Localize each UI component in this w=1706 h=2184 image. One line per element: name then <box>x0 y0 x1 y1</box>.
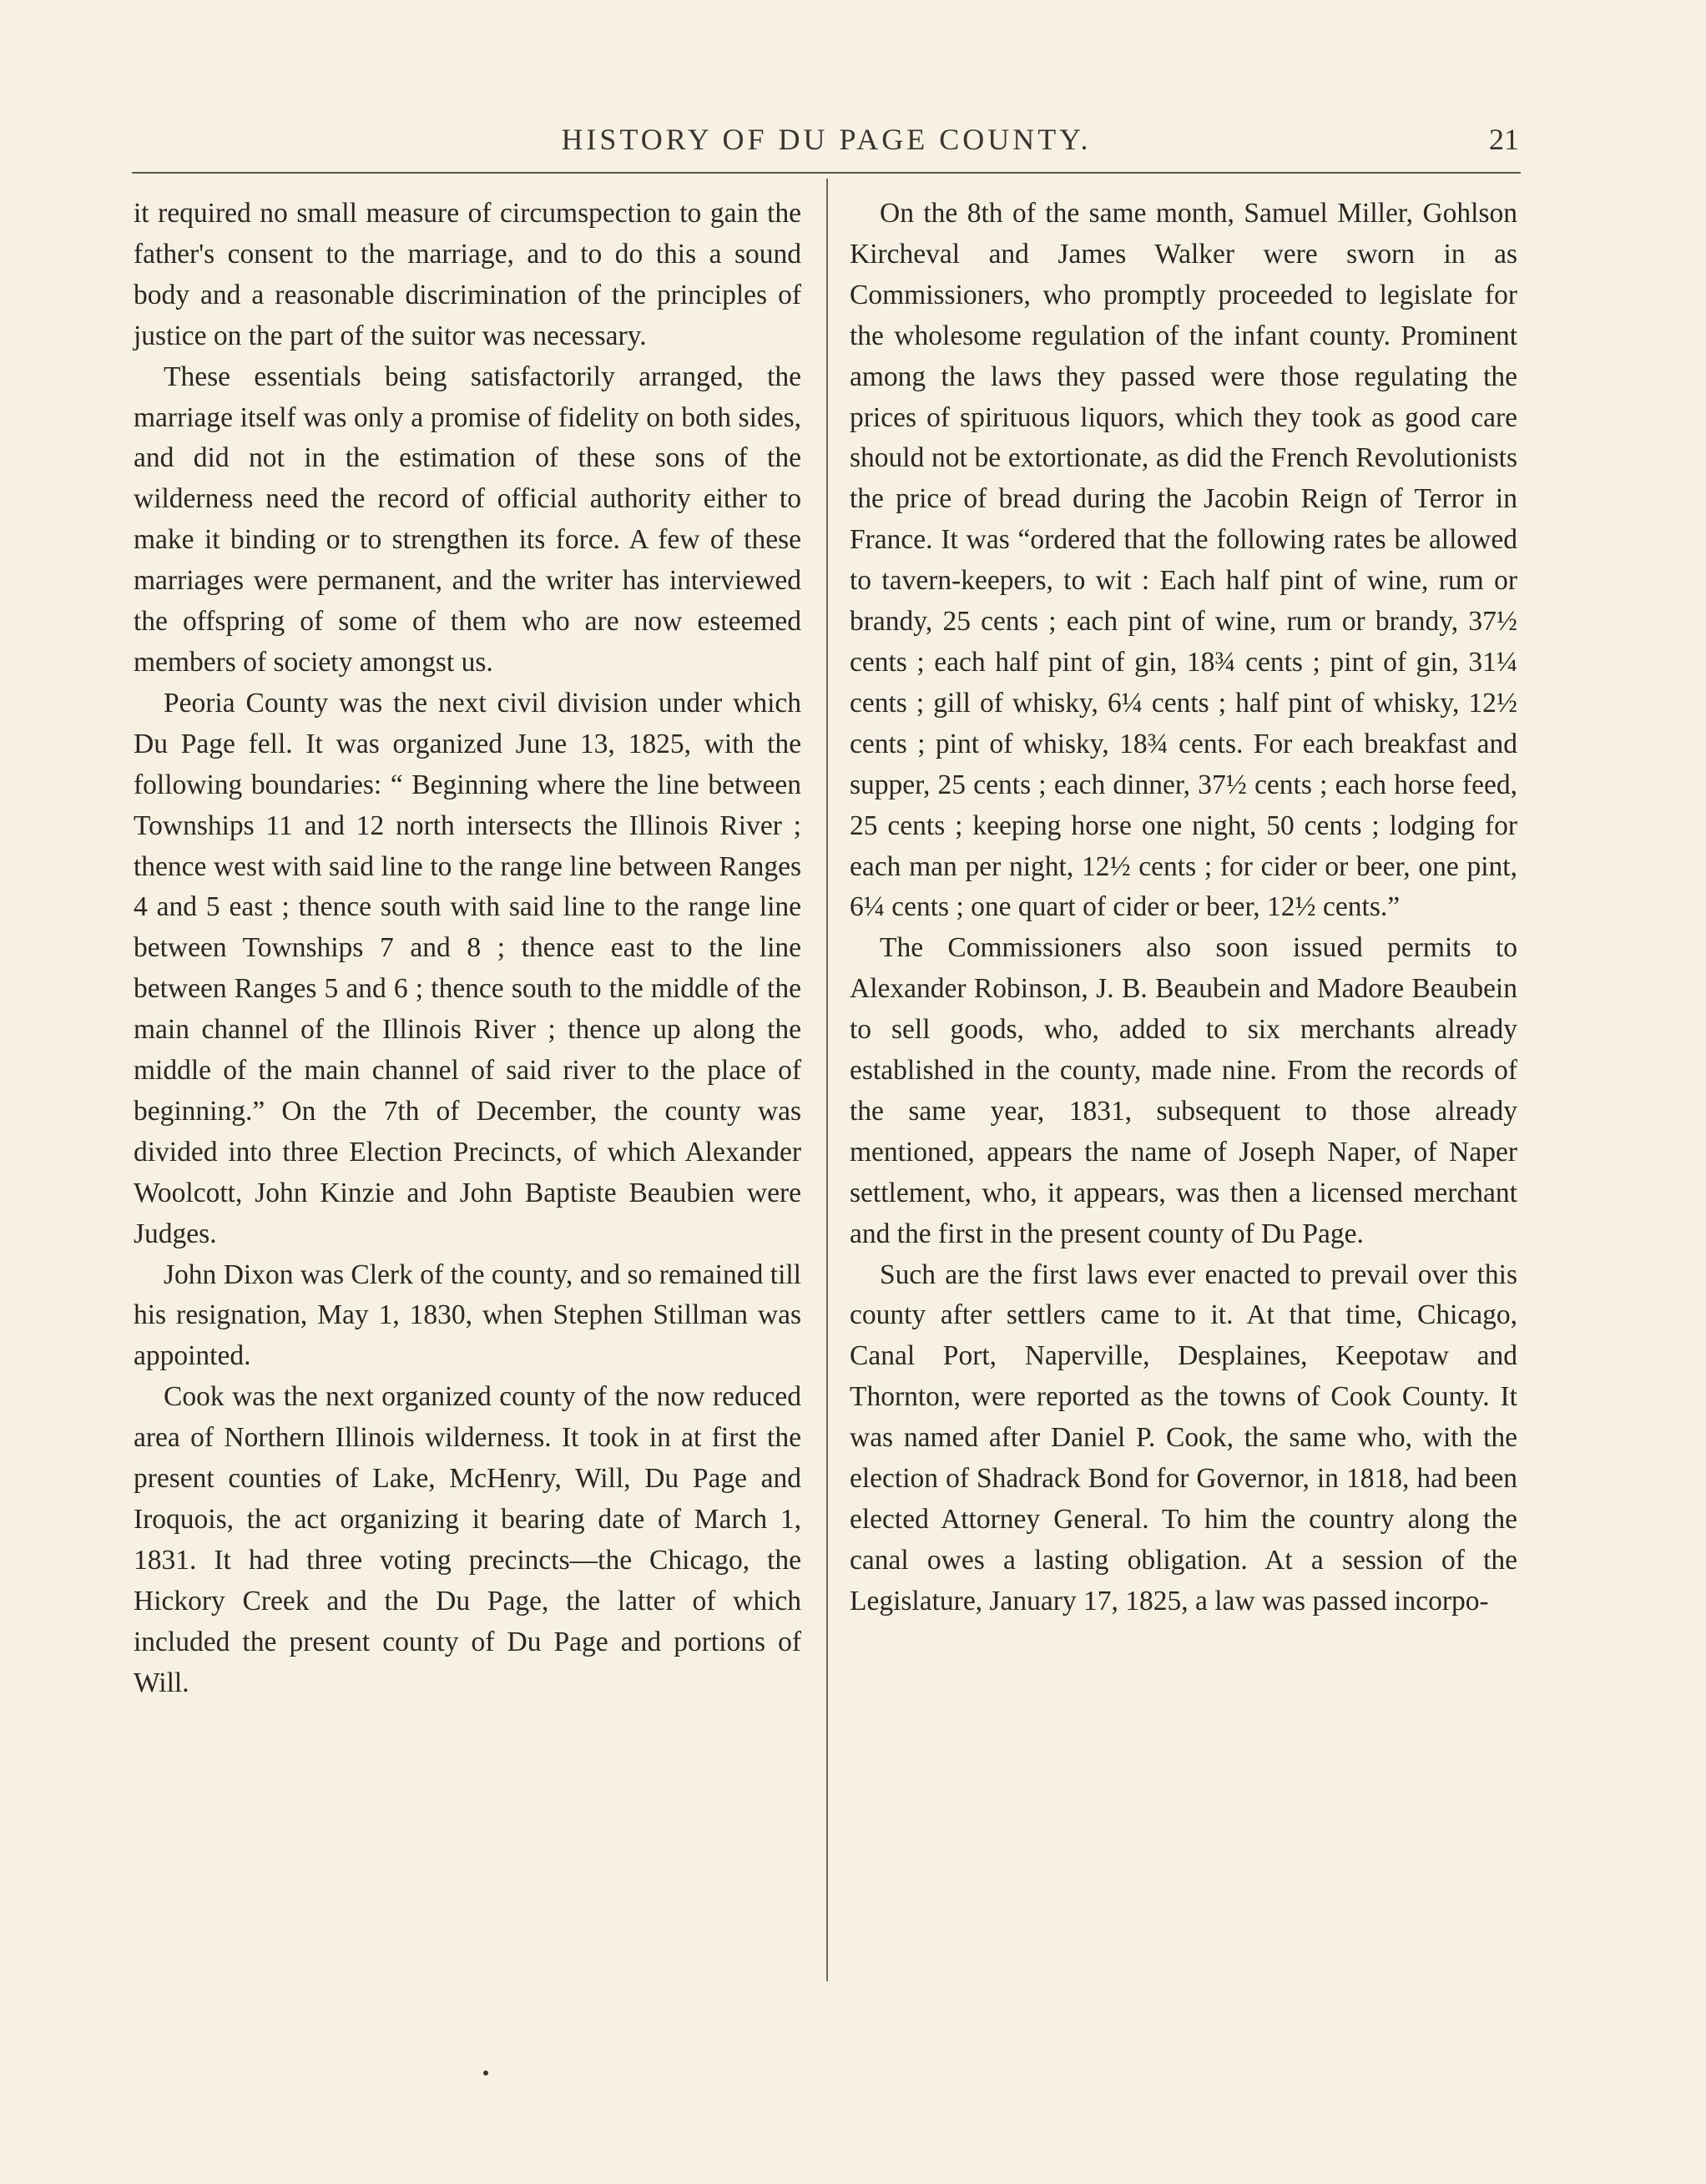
paragraph: John Dixon was Clerk of the county, and so remained till his resignation, May 1, 1830, when Stephen Stillman was appointed. <box>134 1258 801 1372</box>
paragraph: These essentials being satisfactorily arranged, the marriage itself was only a promise of fidelity on both sides, and did not in the estimation of these sons of the wilderness need the record of official authority either to make it binding or to strengthen its force. A few of these marriages were permanent, and the writer has interviewed the offspring of some of them who are now esteemed members of society amongst us. <box>134 361 801 678</box>
paragraph: it required no small measure of circumspection to gain the father's consent to the marriage, and to do this a sound body and a reasonable discrimination of the principles of justice on the part of the suitor was necessary. <box>134 198 801 351</box>
ink-speck <box>483 2071 488 2076</box>
paragraph: Peoria County was the next civil division under which Du Page fell. It was organized June 13, 1825, with the following boundaries: “ Beginning where the line between Townships 11 and 12 north intersects the Illinois River ; thence west with said line to the range line between Ranges 4 and 5 east ; thence south with said line to the range line between Townships 7 and 8 ; thence east to the line between Ranges 5 and 6 ; thence south to the middle of the main channel of the Illinois River ; thence up along the middle of the main channel of said river to the place of beginning.” On the 7th of December, the county was divided into three Election Precincts, of which Alexander Woolcott, John Kinzie and John Baptiste Beaubien were Judges. <box>134 687 801 1249</box>
right-column <box>850 194 1517 1622</box>
paragraph: Such are the first laws ever enacted to prevail over this county after settlers came to it. At that time, Chicago, Canal Port, Naperville, Desplaines, Keepotaw and Thornton, were reported as the towns of Cook County. It was named after Daniel P. Cook, the same who, with the election of Shadrack Bond for Governor, in 1818, had been elected Attorney General. To him the country along the canal owes a lasting obligation. At a session of the Legislature, January 17, 1825, a law was passed incorpo- <box>850 1258 1517 1617</box>
page-number: 21 <box>1489 123 1519 156</box>
paragraph: The Commissioners also soon issued permits to Alexander Robinson, J. B. Beaubein and Madore Beaubein to sell goods, who, added to six merchants already established in the county, made nine. From the records of the same year, 1831, subsequent to those already mentioned, appears the name of Joseph Naper, of Naper settlement, who, it appears, was then a licensed merchant and the first in the present county of Du Page. <box>850 932 1517 1249</box>
column-divider <box>826 179 828 1981</box>
running-title: HISTORY OF DU PAGE COUNTY. <box>561 123 1092 156</box>
paragraph: On the 8th of the same month, Samuel Miller, Gohlson Kircheval and James Walker were sworn in as Commissioners, who promptly proceeded to legislate for the wholesome regulation of the infant county. Prominent among the laws they passed were those regulating the prices of spirituous liquors, which they took as good care should not be extortionate, as did the French Revolutionists the price of bread during the Jacobin Reign of Terror in France. It was “ordered that the following rates be allowed to tavern-keepers, to wit : Each half pint of wine, rum or brandy, 25 cents ; each pint of wine, rum or brandy, 37½ cents ; each half pint of gin, 18¾ cents ; pint of gin, 31¼ cents ; gill of whisky, 6¼ cents ; half pint of whisky, 12½ cents ; pint of whisky, 18¾ cents. For each breakfast and supper, 25 cents ; each dinner, 37½ cents ; each horse feed, 25 cents ; keeping horse one night, 50 cents ; lodging for each man per night, 12½ cents ; for cider or beer, one pint, 6¼ cents ; one quart of cider or beer, 12½ cents.” <box>850 198 1517 923</box>
paragraph: Cook was the next organized county of the now reduced area of Northern Illinois wilderness. It took in at first the present counties of Lake, McHenry, Will, Du Page and Iroquois, the act organizing it bearing date of March 1, 1831. It had three voting precincts—the Chicago, the Hickory Creek and the Du Page, the latter of which included the present county of Du Page and portions of Will. <box>134 1381 801 1698</box>
page-header <box>134 122 1519 172</box>
left-column <box>134 194 801 1704</box>
header-rule <box>132 172 1521 174</box>
